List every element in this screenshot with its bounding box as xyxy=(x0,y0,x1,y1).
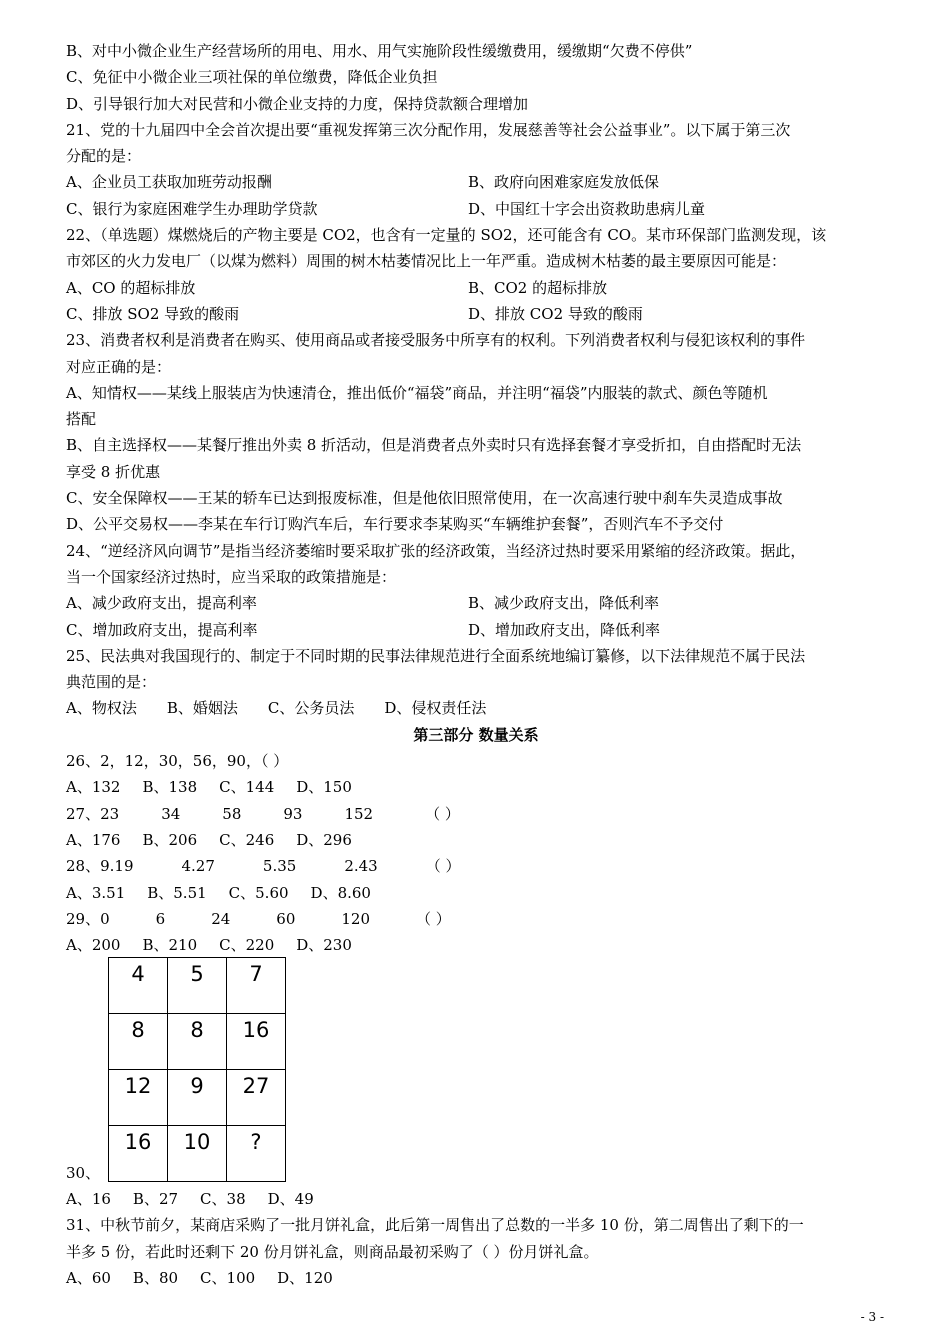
q28-term-3: 5.35 xyxy=(262,857,297,876)
q22-stem-cont: 市郊区的火力发电厂（以煤为燃料）周围的树木枯萎情况比上一年严重。造成树木枯萎的最主要原因可能是： xyxy=(66,252,787,271)
grid-cell: 16 xyxy=(109,1126,168,1182)
q29-term-5: 120 xyxy=(341,909,371,928)
q26-options xyxy=(66,774,886,800)
q31-stem: 31、中秋节前夕，某商店采购了一批月饼礼盒，此后第一周售出了总数的一半多 10 份，第二周售出了剩下的一 xyxy=(66,1216,804,1235)
q22-option-d: D、排放 CO2 导致的酸雨 xyxy=(468,304,643,323)
q25-option-b: B、婚姻法 xyxy=(166,699,238,718)
q21-option-c: C、银行为家庭困难学生办理助学贷款 xyxy=(66,199,318,218)
grid-cell: 27 xyxy=(227,1070,286,1126)
q29-term-2: 6 xyxy=(155,909,166,928)
q22-options-ab xyxy=(66,275,886,301)
q27-term-1: 27、23 xyxy=(66,804,120,823)
q20-option-b: B、对中小微企业生产经营场所的用电、用水、用气实施阶段性缓缴费用，缓缴期“欠费不停供” xyxy=(66,42,693,60)
q26-option-d: D、150 xyxy=(296,778,352,797)
grid-cell: 8 xyxy=(168,1014,227,1070)
q26-option-a: A、132 xyxy=(66,778,121,797)
q29-stem xyxy=(66,906,886,932)
q30-option-a: A、16 xyxy=(66,1190,111,1208)
q31-option-b: B、80 xyxy=(132,1268,179,1287)
q27-term-3: 58 xyxy=(222,804,242,823)
q24-option-b: B、减少政府支出，降低利率 xyxy=(468,594,660,613)
q23-option-a: A、知情权——某线上服装店为快速清仓，推出低价“福袋”商品，并注明“福袋”内服装的款式、颜色等随机 xyxy=(66,383,768,402)
q27-option-d: D、296 xyxy=(296,830,352,849)
q29-option-c: C、220 xyxy=(219,936,275,955)
q24-option-d: D、增加政府支出，降低利率 xyxy=(468,620,661,639)
q28-option-a: A、3.51 xyxy=(66,883,126,902)
q31-option-a: A、60 xyxy=(66,1268,111,1287)
q28-option-d: D、8.60 xyxy=(310,883,371,902)
q31-stem-cont: 半多 5 份，若此时还剩下 20 份月饼礼盒，则商品最初采购了（ ）份月饼礼盒。 xyxy=(66,1242,599,1261)
q31-options xyxy=(66,1265,886,1291)
q24-options-ab xyxy=(66,590,886,616)
q27-option-b: B、206 xyxy=(142,830,198,849)
q23-option-a-cont: 搭配 xyxy=(66,410,97,429)
q22-option-b: B、CO2 的超标排放 xyxy=(468,278,608,297)
q28-options xyxy=(66,880,886,906)
q25-stem: 25、民法典对我国现行的、制定于不同时期的民事法律规范进行全面系统地编订纂修，以下法律规范不属于民法 xyxy=(66,646,806,665)
q29-blank: （ ） xyxy=(416,909,451,928)
q21-option-b: B、政府向困难家庭发放低保 xyxy=(468,173,660,192)
q28-term-1: 28、9.19 xyxy=(66,857,134,876)
q23-stem: 23、消费者权利是消费者在购买、使用商品或者接受服务中所享有的权利。下列消费者权利与侵犯该权利的事件 xyxy=(66,331,806,350)
q25-options xyxy=(66,695,886,721)
q28-blank: （ ） xyxy=(425,857,461,876)
q23-stem-cont: 对应正确的是： xyxy=(66,357,172,376)
q25-option-c: C、公务员法 xyxy=(267,699,355,718)
q30-option-b: B、27 xyxy=(132,1190,179,1208)
grid-row xyxy=(109,1126,286,1182)
q29-term-4: 60 xyxy=(276,909,296,928)
q28-term-4: 2.43 xyxy=(344,857,378,876)
q29-term-1: 29、0 xyxy=(66,909,110,928)
q23-option-b: B、自主选择权——某餐厅推出外卖 8 折活动，但是消费者点外卖时只有选择套餐才享受折扣，自由搭配时无法 xyxy=(66,436,802,455)
q27-option-c: C、246 xyxy=(219,830,275,849)
q21-option-d: D、中国红十字会出资救助患病儿童 xyxy=(468,199,706,218)
q29-option-a: A、200 xyxy=(66,936,121,955)
q20-option-c: C、免征中小微企业三项社保的单位缴费，降低企业负担 xyxy=(66,68,438,87)
q25-stem-cont: 典范围的是： xyxy=(66,673,157,692)
q21-option-a: A、企业员工获取加班劳动报酬 xyxy=(66,173,272,192)
q25-option-a: A、物权法 xyxy=(66,699,137,718)
q26-option-c: C、144 xyxy=(219,778,275,797)
grid-cell: 16 xyxy=(227,1014,286,1070)
q27-term-4: 93 xyxy=(283,804,303,823)
q24-stem-cont: 当一个国家经济过热时，应当采取的政策措施是： xyxy=(66,567,397,586)
q28-option-c: C、5.60 xyxy=(228,883,289,902)
q31-option-d: D、120 xyxy=(277,1268,333,1287)
q30-option-c: C、38 xyxy=(200,1190,246,1208)
document-tail xyxy=(66,1186,886,1291)
q24-option-c: C、增加政府支出，提高利率 xyxy=(66,620,258,639)
grid-row xyxy=(109,958,286,1014)
q21-stem: 21、党的十九届四中全会首次提出要“重视发挥第三次分配作用，发展慈善等社会公益事业”。以下属于第三次 xyxy=(66,120,791,139)
document-body xyxy=(66,38,886,958)
q23-option-c: C、安全保障权——王某的轿车已达到报废标准，但是他依旧照常使用，在一次高速行驶中刹车失灵造成事故 xyxy=(66,489,783,508)
q29-term-3: 24 xyxy=(211,909,231,928)
q22-options-cd xyxy=(66,301,886,327)
q30-label: 30、 xyxy=(66,1164,101,1182)
q24-options-cd xyxy=(66,617,886,643)
page-number: - 3 - xyxy=(860,1310,884,1324)
q29-options xyxy=(66,932,886,958)
grid-cell: 12 xyxy=(109,1070,168,1126)
grid-cell: 8 xyxy=(109,1014,168,1070)
grid-cell: 5 xyxy=(168,958,227,1014)
q20-option-d: D、引导银行加大对民营和小微企业支持的力度，保持贷款额合理增加 xyxy=(66,94,529,113)
section-title: 第三部分 数量关系 xyxy=(413,725,539,744)
q24-stem: 24、“逆经济风向调节”是指当经济萎缩时要采取扩张的经济政策，当经济过热时要采用紧缩的经济政策。据此， xyxy=(66,541,806,560)
q22-option-a: A、CO 的超标排放 xyxy=(66,278,196,297)
q27-stem xyxy=(66,801,886,827)
q22-option-c: C、排放 SO2 导致的酸雨 xyxy=(66,304,240,323)
q27-term-5: 152 xyxy=(344,804,374,823)
grid-cell: 9 xyxy=(168,1070,227,1126)
q21-options-ab xyxy=(66,169,886,195)
grid-cell: 10 xyxy=(168,1126,227,1182)
q25-option-d: D、侵权责任法 xyxy=(384,699,487,718)
q28-term-2: 4.27 xyxy=(181,857,215,876)
grid-cell: 4 xyxy=(109,958,168,1014)
q21-stem-cont: 分配的是： xyxy=(66,147,142,166)
q29-option-b: B、210 xyxy=(142,936,198,955)
q27-blank: （ ） xyxy=(425,804,460,823)
q30-options xyxy=(66,1186,886,1212)
q29-option-d: D、230 xyxy=(296,936,352,955)
q27-term-2: 34 xyxy=(161,804,181,823)
grid-cell: 7 xyxy=(227,958,286,1014)
q26-stem: 26、2，12，30，56，90，（ ） xyxy=(66,752,289,771)
q28-stem xyxy=(66,853,886,879)
q26-option-b: B、138 xyxy=(142,778,198,797)
q23-option-b-cont: 享受 8 折优惠 xyxy=(66,462,161,481)
q31-option-c: C、100 xyxy=(200,1268,256,1287)
grid-row xyxy=(109,1014,286,1070)
q23-option-d: D、公平交易权——李某在车行订购汽车后，车行要求李某购买“车辆维护套餐”，否则汽车不予交付 xyxy=(66,515,724,534)
q22-stem: 22、（单选题）煤燃烧后的产物主要是 CO2，也含有一定量的 SO2，还可能含有 CO。某市环保部门监测发现，该 xyxy=(66,226,827,245)
q30-option-d: D、49 xyxy=(267,1190,314,1208)
q27-option-a: A、176 xyxy=(66,830,121,849)
q30-number-grid xyxy=(108,957,286,1182)
q27-options xyxy=(66,827,886,853)
q21-options-cd xyxy=(66,196,886,222)
q28-option-b: B、5.51 xyxy=(147,883,207,902)
grid-cell: ? xyxy=(227,1126,286,1182)
grid-row xyxy=(109,1070,286,1126)
q24-option-a: A、减少政府支出，提高利率 xyxy=(66,594,257,613)
